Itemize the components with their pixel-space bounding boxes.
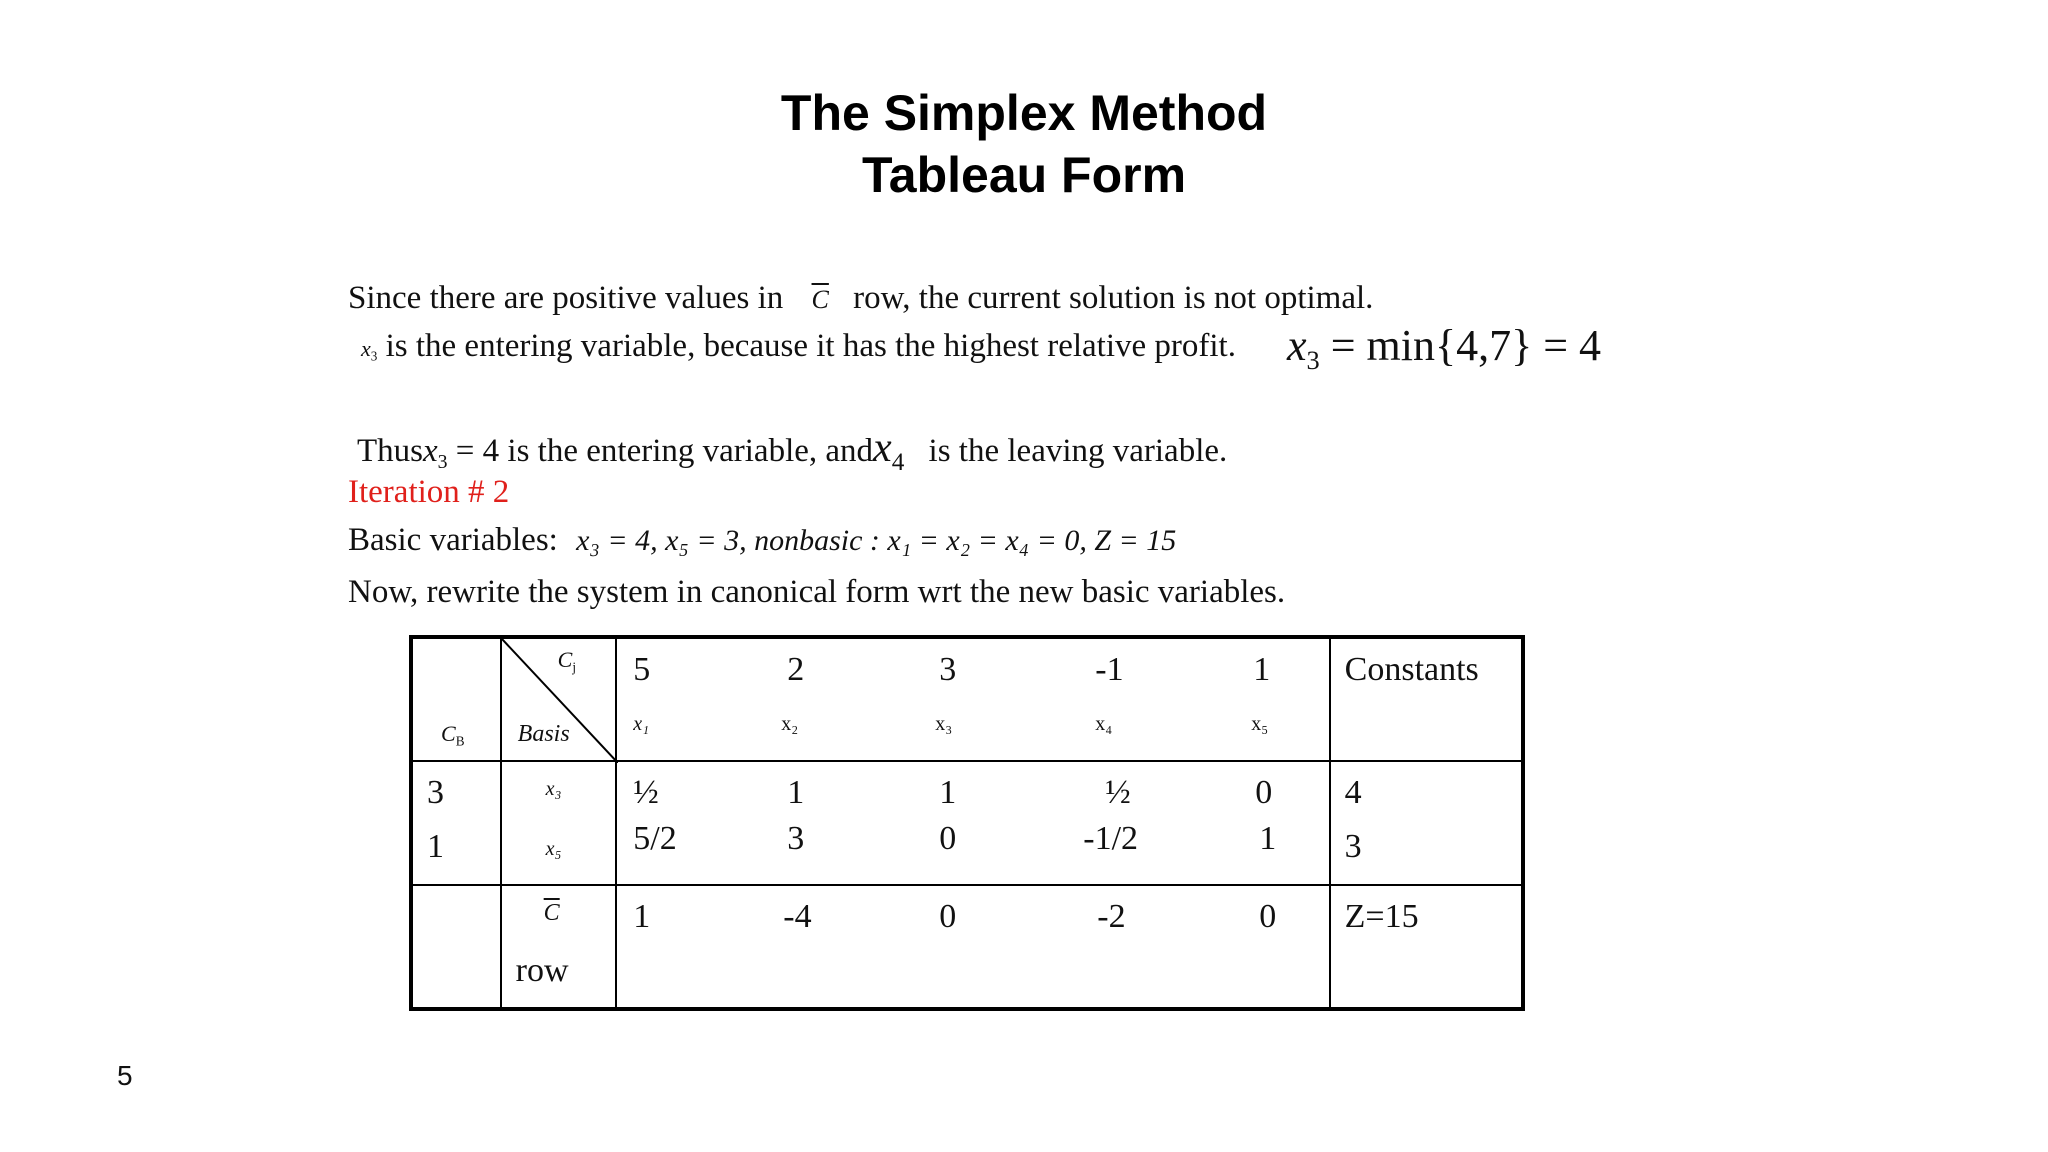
cj-value-x1: 5: [633, 651, 651, 688]
entering-var-text: is the entering variable, because it has the highest relative profit.: [385, 328, 1236, 364]
coefficient-values-cell: [616, 761, 1329, 885]
c-bar-symbol: $\overline{C}$: [811, 285, 829, 314]
leaving-var: $x_4$: [873, 425, 905, 476]
relative-profit-x1: 1: [633, 898, 651, 935]
min-ratio-expression: [1287, 320, 1601, 376]
tableau-header-row: [411, 637, 1523, 761]
c-bar-row-label-cell: [501, 885, 617, 1009]
basic-variables-line: [348, 522, 1176, 559]
var-label-x5: x₅: [1251, 713, 1269, 735]
tableau-basis-rows: [411, 761, 1523, 885]
coef-r2-x1: 5/2: [633, 820, 677, 857]
coef-r2-x2: 3: [787, 820, 805, 857]
basis-var-row-1: x₃: [545, 778, 562, 800]
page-number: 5: [117, 1060, 133, 1091]
var-label-x1: x₁: [633, 713, 650, 735]
relative-profit-cell: [616, 885, 1329, 1009]
coef-r1-x4: ½: [1105, 774, 1131, 811]
basis-label: Basis: [517, 721, 570, 747]
relative-profit-x5: 0: [1259, 898, 1277, 935]
basis-var-row-2: x₅: [545, 838, 562, 860]
var-label-x2: x₂: [781, 713, 799, 735]
objective-value: Z=15: [1344, 898, 1419, 935]
c-bar-row-word: row: [515, 952, 569, 989]
cj-label: $C_j$: [557, 647, 577, 675]
thus-eq: = 4: [455, 433, 500, 469]
constants-header: Constants: [1344, 651, 1479, 688]
min-ratio-var: $x_3$: [1287, 321, 1320, 376]
cj-value-x5: 1: [1253, 651, 1271, 688]
simplex-tableau: [409, 635, 1525, 1011]
thus-var: $x_3$: [423, 433, 448, 473]
basis-values-cell: [501, 761, 617, 885]
constants-values-cell: [1330, 761, 1523, 885]
constant-row-2: 3: [1344, 828, 1362, 865]
cj-value-x3: 3: [939, 651, 957, 688]
thus-word: Thus: [357, 433, 423, 469]
cb-header-cell: [411, 637, 501, 761]
c-bar-row-symbol: $\overline{C}$: [543, 900, 560, 926]
rewrite-sentence: Now, rewrite the system in canonical form wrt the new basic variables.: [348, 574, 1286, 610]
cb-value-row-1: 3: [427, 774, 444, 811]
relative-profit-x4: -2: [1097, 898, 1126, 935]
relative-profit-x2: -4: [783, 898, 812, 935]
optimality-sentence: [348, 280, 1373, 317]
coef-r1-x3: 1: [939, 774, 957, 811]
basis-header-cell: [501, 637, 617, 761]
title-line-2: Tableau Form: [861, 147, 1187, 203]
cj-values-cell: [616, 637, 1329, 761]
leaving-mid-text: is the entering variable, and: [507, 433, 874, 469]
leaving-variable-sentence: [357, 424, 1227, 477]
coef-r1-x5: 0: [1255, 774, 1273, 811]
c-bar-row-empty-cell: [411, 885, 501, 1009]
cj-value-x2: 2: [787, 651, 805, 688]
coef-r2-x5: 1: [1259, 820, 1277, 857]
constant-row-1: 4: [1344, 774, 1362, 811]
coef-r1-x2: 1: [787, 774, 805, 811]
min-ratio-value: = min{4,7} = 4: [1330, 321, 1602, 370]
var-label-x3: x₃: [935, 713, 953, 735]
cb-values-cell: [411, 761, 501, 885]
objective-value-cell: [1330, 885, 1523, 1009]
coef-r2-x4: -1/2: [1083, 820, 1139, 857]
coef-r2-x3: 0: [939, 820, 957, 857]
optimality-text-after: row, the current solution is not optimal.: [853, 280, 1374, 316]
cb-value-row-2: 1: [427, 828, 444, 865]
optimality-text-before: Since there are positive values in: [348, 280, 784, 316]
constants-header-cell: [1330, 637, 1523, 761]
basic-variables-label: Basic variables:: [348, 522, 558, 558]
title-line-1: The Simplex Method: [780, 85, 1268, 141]
var-label-x4: x₄: [1095, 713, 1113, 735]
iteration-heading: Iteration # 2: [348, 474, 510, 510]
tableau-c-bar-row: [411, 885, 1523, 1009]
slide-title: [0, 82, 2048, 206]
relative-profit-x3: 0: [939, 898, 957, 935]
entering-variable-sentence: [361, 328, 1236, 365]
coef-r1-x1: ½: [633, 774, 659, 811]
entering-var-symbol: $x_3$: [361, 336, 378, 364]
basic-variables-expression: x₃ = 4, x₅ = 3, nonbasic : x₁ = x₂ = x₄ = 0, Z = 15: [576, 524, 1177, 557]
cb-label: $C_B$: [441, 721, 465, 749]
cj-value-x4: -1: [1095, 651, 1124, 688]
leaving-end-text: is the leaving variable.: [928, 433, 1228, 469]
